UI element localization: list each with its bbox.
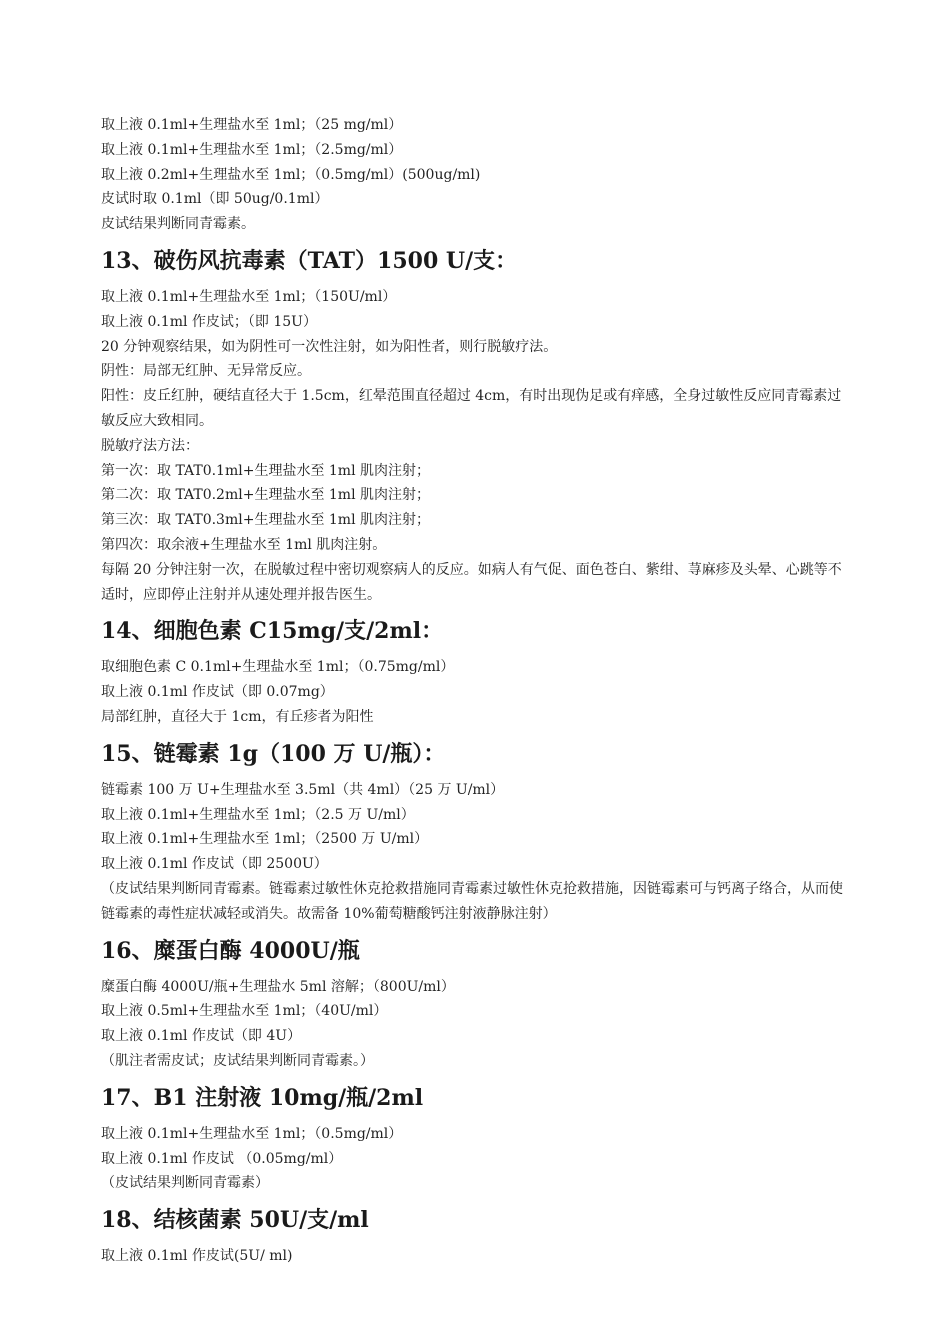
section-heading: 18、结核菌素 50U/支/ml [101, 1207, 369, 1234]
text-paragraph: （皮试结果判断同青霉素。链霉素过敏性休克抢救措施同青霉素过敏性休克抢救措施，因链霉素可与钙离子络合，从而使链霉素的毒性症状减轻或消失。故需备 10%葡萄糖酸钙注射液静脉注射） [101, 880, 843, 922]
text-line: 链霉素 100 万 U+生理盐水至 3.5ml（共 4ml）（25 万 U/ml） [101, 781, 505, 798]
section-18-tuberculin [101, 1206, 861, 1269]
text-line: 第四次：取余液+生理盐水至 1ml 肌肉注射。 [101, 536, 387, 553]
text-line: 取上液 0.1ml+生理盐水至 1ml；（2500 万 U/ml） [101, 831, 429, 848]
text-line: 取上液 0.1ml 作皮试(5U/ ml) [101, 1248, 293, 1265]
intro-block [101, 113, 861, 237]
text-line: 取上液 0.1ml+生理盐水至 1ml；（150U/ml） [101, 288, 397, 305]
text-line: 阴性：局部无红肿、无异常反应。 [101, 363, 311, 380]
text-line: 皮试结果判断同青霉素。 [101, 216, 255, 233]
text-line: （肌注者需皮试；皮试结果判断同青霉素。） [101, 1052, 374, 1069]
document-page [101, 113, 861, 1269]
text-line: 取上液 0.1ml 作皮试（即 2500U） [101, 856, 328, 873]
text-line: 第二次：取 TAT0.2ml+生理盐水至 1ml 肌肉注射； [101, 487, 431, 504]
section-14-cytochrome-c [101, 617, 861, 729]
text-paragraph: 阳性：皮丘红肿，硬结直径大于 1.5cm，红晕范围直径超过 4cm，有时出现伪足或有痒感，全身过敏性反应同青霉素过敏反应大致相同。 [101, 388, 842, 429]
section-heading: 16、糜蛋白酶 4000U/瓶 [101, 937, 360, 964]
text-line: 20 分钟观察结果，如为阴性可一次性注射，如为阳性者，则行脱敏疗法。 [101, 338, 558, 355]
text-paragraph: 每隔 20 分钟注射一次，在脱敏过程中密切观察病人的反应。如病人有气促、面色苍白、紫绀、荨麻疹及头晕、心跳等不适时，应即停止注射并从速处理并报告医生。 [101, 561, 842, 603]
text-line: 局部红肿，直径大于 1cm，有丘疹者为阳性 [101, 708, 374, 725]
text-line: 取上液 0.1ml 作皮试 （0.05mg/ml） [101, 1150, 343, 1167]
text-line: 取上液 0.1ml+生理盐水至 1ml；（25 mg/ml） [101, 117, 403, 133]
section-heading: 14、细胞色素 C15mg/支/2ml： [101, 618, 444, 645]
section-heading: 15、链霉素 1g（100 万 U/瓶）： [101, 740, 446, 767]
section-heading: 13、破伤风抗毒素（TAT）1500 U/支： [101, 247, 518, 274]
text-line: 取上液 0.1ml+生理盐水至 1ml；（2.5mg/ml） [101, 141, 403, 158]
text-line: 第一次：取 TAT0.1ml+生理盐水至 1ml 肌肉注射； [101, 462, 431, 479]
text-line: 取上液 0.1ml 作皮试；（即 15U） [101, 313, 317, 330]
section-heading: 17、B1 注射液 10mg/瓶/2ml [101, 1084, 424, 1111]
text-line: 取上液 0.5ml+生理盐水至 1ml；（40U/ml） [101, 1003, 388, 1020]
text-line: （皮试结果判断同青霉素） [101, 1175, 269, 1192]
text-line: 取上液 0.2ml+生理盐水至 1ml；（0.5mg/ml）(500ug/ml) [101, 166, 481, 183]
text-line: 取上液 0.1ml+生理盐水至 1ml；（2.5 万 U/ml） [101, 806, 415, 823]
section-17-b1-injection [101, 1084, 861, 1196]
text-line: 取上液 0.1ml+生理盐水至 1ml；（0.5mg/ml） [101, 1125, 403, 1142]
section-13-tat [101, 247, 861, 607]
text-line: 第三次：取 TAT0.3ml+生理盐水至 1ml 肌肉注射； [101, 512, 431, 529]
text-line: 取上液 0.1ml 作皮试（即 0.07mg） [101, 684, 334, 701]
text-line: 取上液 0.1ml 作皮试（即 4U） [101, 1028, 302, 1045]
section-15-streptomycin [101, 740, 861, 927]
text-line: 取细胞色素 C 0.1ml+生理盐水至 1ml；（0.75mg/ml） [101, 659, 455, 676]
text-line: 脱敏疗法方法： [101, 437, 199, 454]
text-line: 皮试时取 0.1ml（即 50ug/0.1ml） [101, 191, 329, 208]
text-line: 糜蛋白酶 4000U/瓶+生理盐水 5ml 溶解；（800U/ml） [101, 978, 455, 995]
section-16-chymotrypsin [101, 937, 861, 1074]
